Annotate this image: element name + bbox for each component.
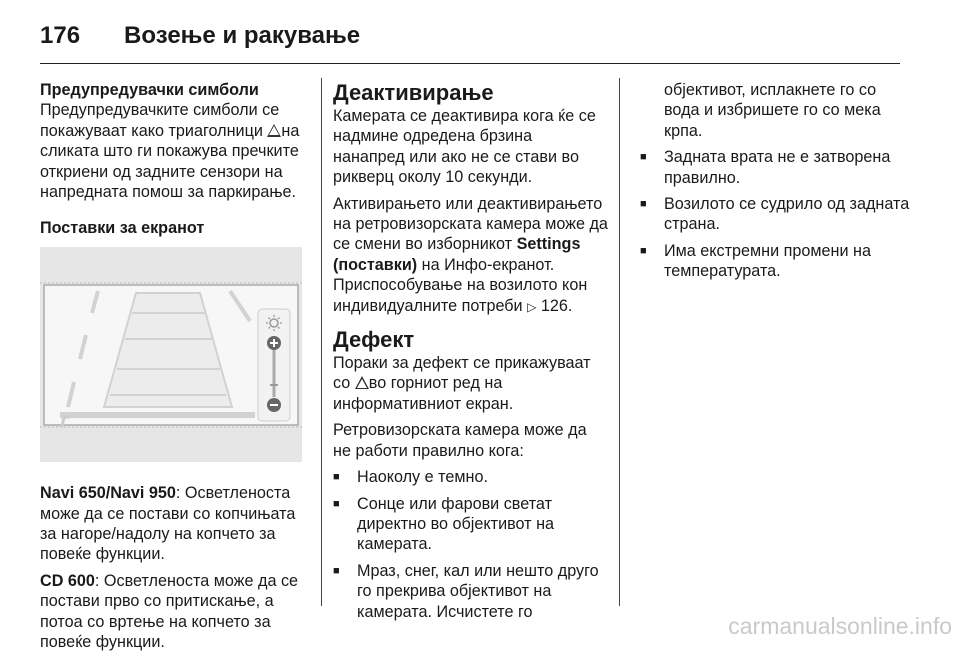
header-rule: [40, 63, 900, 64]
page-number: 176: [40, 22, 81, 49]
fault-heading: Дефект: [333, 327, 415, 353]
warning-triangle-icon: [267, 124, 281, 137]
deactivation-heading: Деактивирање: [333, 80, 494, 105]
list-item: ■ Наоколу е темно.: [333, 467, 608, 487]
fault-paragraph: Пораки за дефект се прикажуваат со во горниот ред на информативниот екран.: [333, 354, 591, 413]
activation-paragraph: Активирањето или деактивирањето на ретровизорската камера може да се смени во изборникот Settings (поставки) на Инфо-екранот. Приспособување на возилото кон индивидуалните потреби ▷ 126.: [333, 194, 608, 315]
warning-symbols-paragraph: Предупредувачките симболи се покажуваат како триаголници на сликата што ги покажува пречките откриени од задните сензори на напредната помош за паркирање.: [40, 101, 300, 202]
cd600-brightness-paragraph: CD 600: Осветленоста може да се постави прво со притискање, а потоа со вртење на копчето за повеќе функции.: [40, 571, 299, 652]
camera-display-illustration: [40, 247, 302, 462]
list-item: ■ Има екстремни промени на температурата.: [640, 241, 910, 282]
malfunction-intro: Ретровизорската камера може да не работи правилно кога:: [333, 421, 587, 460]
column-divider-1: [321, 78, 322, 606]
page-header: [40, 22, 360, 50]
page-reference-arrow-icon: ▷: [527, 299, 537, 314]
warning-triangle-icon: [355, 376, 369, 389]
list-item-continuation: објективот, исплакнете го со вода и избришете го со мека крпа.: [664, 81, 881, 140]
deactivation-paragraph: Камерата се деактивира кога ќе се надмине одредена брзина нанапред или ако не се стави во рикверц околу 10 секунди.: [333, 107, 596, 187]
watermark: carmanualsonline.info: [728, 613, 952, 639]
column-1: [40, 80, 308, 659]
list-item: ■ Сонце или фарови светат директно во објективот на камерата.: [333, 494, 608, 555]
list-item: ■ Задната врата не е затворена правилно.: [640, 147, 910, 188]
list-item: ■ Возилото се судрило од задната страна.: [640, 194, 910, 235]
display-settings-heading: Поставки за екранот: [40, 219, 205, 238]
chapter-title: Возење и ракување: [124, 22, 361, 49]
column-divider-2: [619, 78, 620, 606]
minus-icon: [267, 398, 281, 412]
plus-icon: [267, 336, 281, 350]
navi-brightness-paragraph: Navi 650/Navi 950: Осветленоста може да се постави со копчињата за нагоре/надолу на копчето за повеќе функции.: [40, 484, 296, 564]
warning-symbols-heading: Предупредувачки симболи: [40, 81, 259, 99]
column-2: [333, 80, 608, 628]
list-item: ■ Мраз, снег, кал или нешто друго го прекрива објективот на камерата. Исчистете го: [333, 561, 608, 622]
page-reference-link[interactable]: 126.: [540, 296, 573, 315]
column-3: [640, 80, 910, 288]
